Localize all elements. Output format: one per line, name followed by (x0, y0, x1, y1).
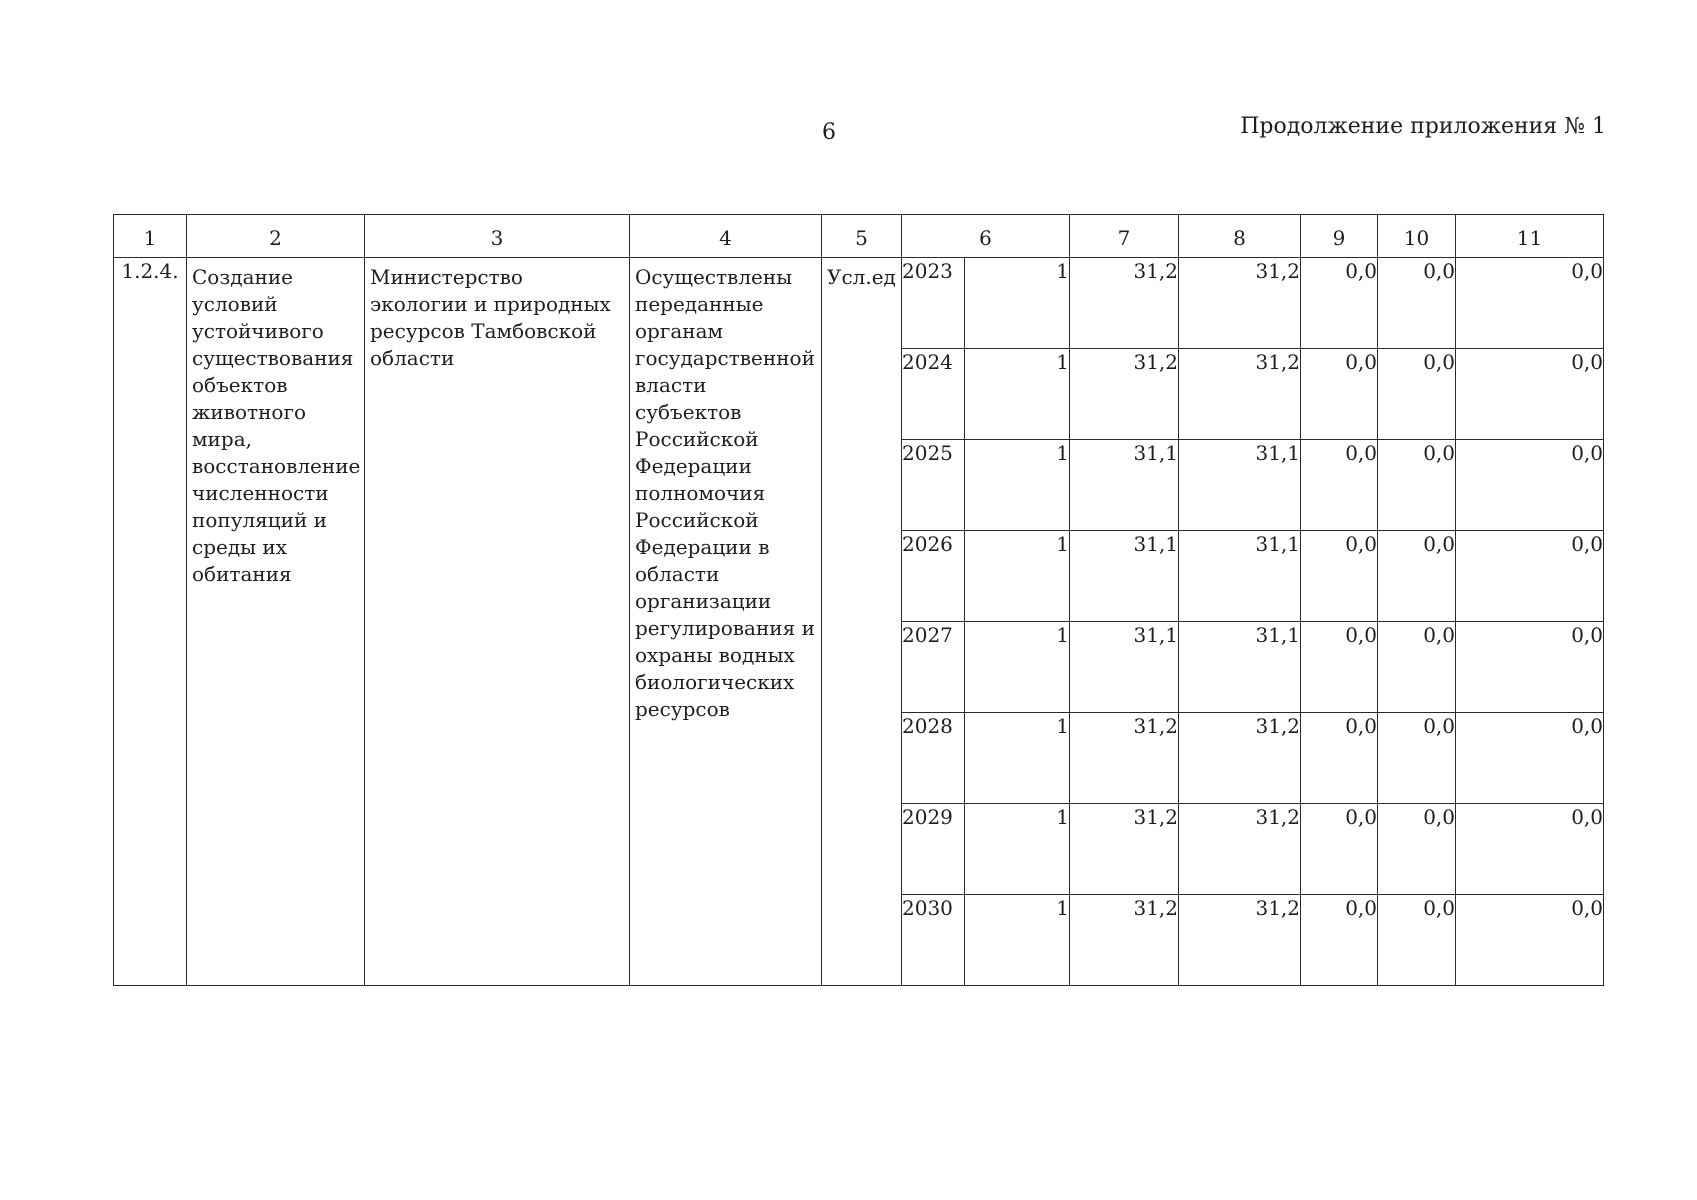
value-cell: 1 (965, 622, 1070, 713)
value-cell: 31,1 (1179, 531, 1301, 622)
value-cell: 0,0 (1456, 895, 1604, 986)
value-cell: 0,0 (1456, 258, 1604, 349)
value-cell: 1 (965, 349, 1070, 440)
value-cell: 0,0 (1301, 440, 1378, 531)
page-number: 6 (822, 120, 836, 145)
row-code: 1.2.4. (114, 258, 187, 986)
column-header: 9 (1301, 215, 1378, 258)
row-executor: Министерство экологии и природных ресурсов Тамбовской области (370, 265, 611, 370)
value-cell: 1 (965, 531, 1070, 622)
column-header: 11 (1456, 215, 1604, 258)
column-header: 6 (902, 215, 1070, 258)
column-header: 8 (1179, 215, 1301, 258)
value-cell: 31,2 (1179, 804, 1301, 895)
value-cell: 0,0 (1456, 713, 1604, 804)
column-number-row (114, 215, 1604, 258)
value-cell: 0,0 (1378, 622, 1456, 713)
value-cell: 31,2 (1179, 349, 1301, 440)
row-name: Создание условий устойчивого существования объектов животного мира, восстановление численности популяций и среды их обитания (192, 265, 361, 586)
value-cell: 0,0 (1378, 895, 1456, 986)
row-executor-cell (365, 258, 630, 986)
year-cell: 2028 (902, 713, 965, 804)
value-cell: 0,0 (1301, 258, 1378, 349)
column-header: 3 (365, 215, 630, 258)
value-cell: 31,1 (1179, 440, 1301, 531)
column-header: 5 (822, 215, 902, 258)
appendix-continuation-note: Продолжение приложения № 1 (1240, 114, 1606, 139)
value-cell: 31,2 (1179, 713, 1301, 804)
value-cell: 0,0 (1301, 531, 1378, 622)
value-cell: 0,0 (1378, 713, 1456, 804)
value-cell: 31,1 (1070, 440, 1179, 531)
column-header: 4 (630, 215, 822, 258)
value-cell: 1 (965, 440, 1070, 531)
year-cell: 2023 (902, 258, 965, 349)
column-header: 10 (1378, 215, 1456, 258)
value-cell: 1 (965, 804, 1070, 895)
value-cell: 0,0 (1301, 713, 1378, 804)
value-cell: 31,2 (1179, 258, 1301, 349)
value-cell: 0,0 (1456, 440, 1604, 531)
value-cell: 0,0 (1301, 895, 1378, 986)
value-cell: 0,0 (1301, 804, 1378, 895)
row-unit: Усл.ед (827, 265, 896, 289)
value-cell: 0,0 (1301, 349, 1378, 440)
value-cell: 0,0 (1378, 349, 1456, 440)
value-cell: 31,1 (1070, 531, 1179, 622)
value-cell: 31,1 (1070, 622, 1179, 713)
year-cell: 2029 (902, 804, 965, 895)
column-header: 7 (1070, 215, 1179, 258)
value-cell: 0,0 (1301, 622, 1378, 713)
year-cell: 2025 (902, 440, 965, 531)
value-cell: 0,0 (1456, 622, 1604, 713)
row-name-cell (187, 258, 365, 986)
value-cell: 31,2 (1179, 895, 1301, 986)
value-cell: 0,0 (1456, 349, 1604, 440)
year-cell: 2027 (902, 622, 965, 713)
year-cell: 2026 (902, 531, 965, 622)
row-result-cell (630, 258, 822, 986)
value-cell: 0,0 (1378, 440, 1456, 531)
program-table (113, 214, 1604, 986)
value-cell: 31,1 (1179, 622, 1301, 713)
value-cell: 0,0 (1378, 531, 1456, 622)
year-cell: 2030 (902, 895, 965, 986)
value-cell: 0,0 (1378, 258, 1456, 349)
row-result: Осуществлены переданные органам государственной власти субъектов Российской Федерации полномочия Российской Федерации в области организации регулирования и охраны водных биологических ресурсов (635, 265, 815, 721)
column-header: 2 (187, 215, 365, 258)
value-cell: 31,2 (1070, 258, 1179, 349)
value-cell: 31,2 (1070, 895, 1179, 986)
value-cell: 0,0 (1456, 804, 1604, 895)
year-cell: 2024 (902, 349, 965, 440)
table-row (114, 258, 1604, 349)
column-header: 1 (114, 215, 187, 258)
value-cell: 0,0 (1378, 804, 1456, 895)
value-cell: 1 (965, 713, 1070, 804)
value-cell: 31,2 (1070, 713, 1179, 804)
value-cell: 1 (965, 895, 1070, 986)
value-cell: 31,2 (1070, 804, 1179, 895)
value-cell: 1 (965, 258, 1070, 349)
row-unit-cell (822, 258, 902, 986)
value-cell: 0,0 (1456, 531, 1604, 622)
value-cell: 31,2 (1070, 349, 1179, 440)
